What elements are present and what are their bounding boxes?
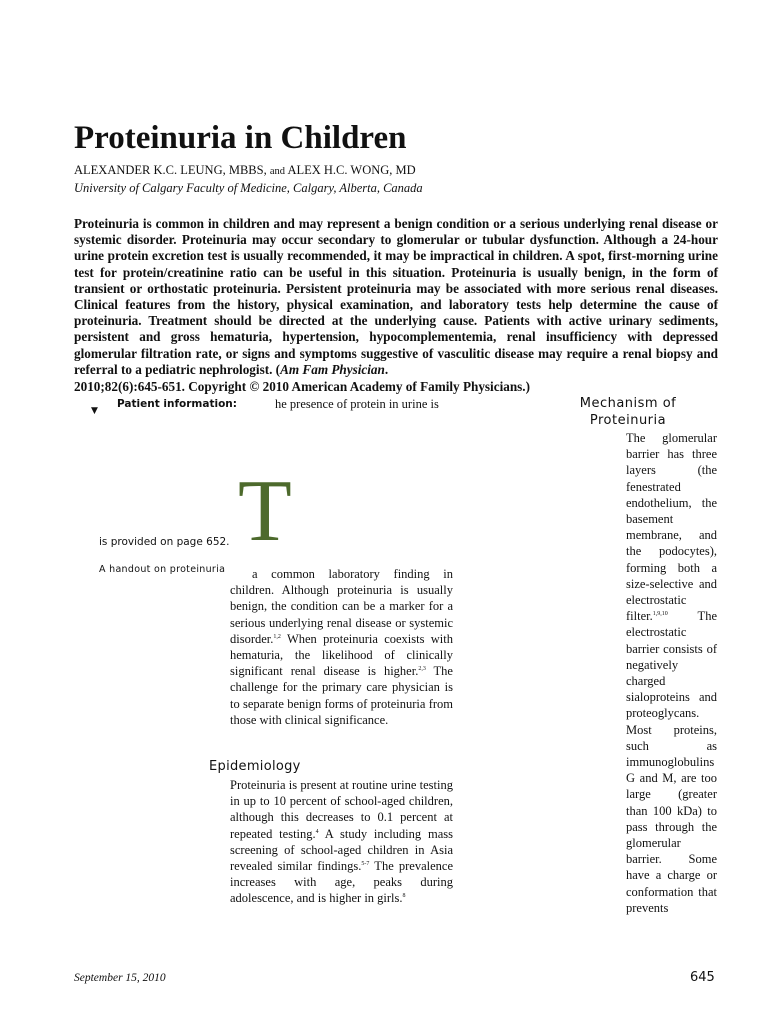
epi-text-a: Proteinuria is present at routine urine testing in up to 10 percent of school-aged children, although this decreases to 0.1 percent at repeated testing. [230, 778, 453, 841]
epidemiology-heading: Epidemiology [209, 759, 301, 774]
author-wong: ALEX H.C. WONG, MD [287, 163, 416, 177]
intro-text-a: a common laboratory finding in children. Although proteinuria is usually benign, the condition can be a marker for a serious underlying renal disease or systemic disorder. [230, 567, 453, 646]
ref-sup: 1,2 [273, 633, 281, 640]
author-conjunction: and [269, 166, 286, 177]
triangle-down-icon: ▼ [91, 406, 98, 416]
epi-text-b: A study including mass screening of school-aged children in Asia revealed similar findings. [230, 826, 453, 874]
issue-date: September 15, 2010 [74, 972, 166, 984]
ref-sup: 2,3 [418, 666, 426, 673]
intro-text-b: When proteinuria coexists with hematuria, the likelihood of clinically significant renal disease is higher. [230, 631, 453, 679]
author-line [74, 163, 416, 178]
epidemiology-paragraph [230, 777, 453, 907]
intro-continuation: he presence of protein in urine is [275, 397, 439, 411]
patient-info-label: Patient information: [117, 398, 237, 410]
abstract [74, 216, 718, 378]
citation: 2010;82(6):645-651. Copyright © 2010 American Academy of Family Physicians.) [74, 379, 530, 394]
handout-note: A handout on proteinuria [99, 564, 226, 575]
ref-sup: 1,9,10 [652, 611, 668, 618]
abstract-text: Proteinuria is common in children and may represent a benign condition or a serious underlying renal disease or systemic disorder. Proteinuria may occur secondary to glomerular or tubular dysfunction. Although a 24-hour urine protein excretion test is usually recommended, it may be impractical in children. A spot, first-morning urine test for protein/creatinine ratio can be useful in this situation. Proteinuria is usually benign, in the form of transient or orthostatic proteinuria. Persistent proteinuria may be associated with more serious renal diseases. Clinical features from the history, physical examination, and laboratory tests help determine the cause of proteinuria. Treatment should be directed at the underlying cause. Patients with active urinary sediments, persistent and gross hematuria, hypertension, hypocomplementemia, renal insufficiency with depressed glomerular filtration rate, or signs and symptoms suggestive of vasculitic disease may require a renal biopsy and referral to a pediatric nephrologist. ( [74, 216, 718, 377]
mech-text-a: The glomerular barrier has three layers (the fenestrated endothelium, the basement membrane, and the podocytes), forming both a size-selective and electrostatic filter. [626, 431, 717, 624]
article-title: Proteinuria in Children [74, 120, 407, 156]
mechanism-paragraph [626, 430, 717, 916]
page-number: 645 [690, 970, 715, 985]
intro-paragraph [230, 566, 453, 728]
author-leung: ALEXANDER K.C. LEUNG, MBBS, [74, 163, 267, 177]
affiliation: University of Calgary Faculty of Medicine, Calgary, Alberta, Canada [74, 181, 423, 195]
handout-note-page: is provided on page 652. [99, 536, 230, 548]
ref-sup: 4 [315, 828, 319, 835]
mech-text-b: The electrostatic barrier consists of negatively charged sialoproteins and proteoglycans. Most proteins, such as immunoglobulins G and M, are too large (greater than 100 kDa) to pass through the glomerular barrier. Some have a charge or conformation that prevents [626, 609, 717, 915]
ref-sup: 8 [402, 893, 406, 900]
drop-cap: T [238, 463, 292, 560]
epi-text-c: The prevalence increases with age, peaks during adolescence, and is higher in girls. [230, 859, 453, 906]
journal-period: . [384, 361, 389, 377]
journal-name: Am Fam Physician [280, 361, 385, 377]
ref-sup: 5-7 [361, 860, 370, 867]
intro-text-c: The challenge for the primary care physician is to separate benign forms of proteinuria from those with clinical significance. [230, 664, 453, 727]
mechanism-heading: Mechanism of Proteinuria [579, 396, 677, 428]
